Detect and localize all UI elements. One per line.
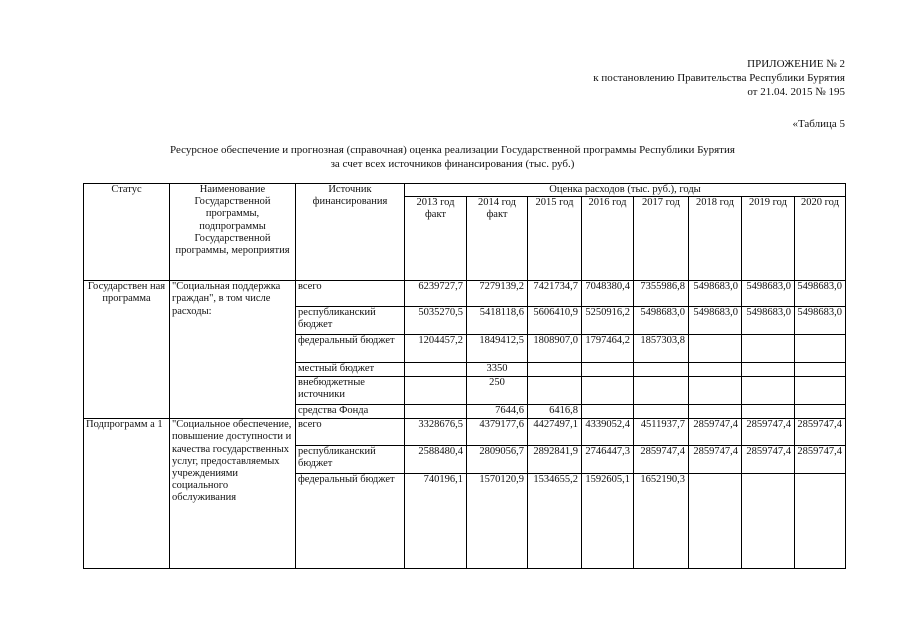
appendix-number: ПРИЛОЖЕНИЕ № 2 [747,58,845,70]
header-year-2014: 2014 год факт [467,197,528,281]
cell-value: 1592605,1 [582,474,634,569]
cell-value [582,405,634,419]
row-status: Государствен ная программа [84,281,170,419]
cell-value: 2746447,3 [582,446,634,474]
cell-value: 5498683,0 [742,307,795,335]
cell-value [582,377,634,405]
cell-value: 3328676,5 [405,419,467,446]
resolution-reference: к постановлению Правительства Республики Бурятия [593,72,845,84]
row-source: федеральный бюджет [296,335,405,363]
row-source: республиканский бюджет [296,307,405,335]
cell-value [634,363,689,377]
cell-value [634,377,689,405]
header-year-2013: 2013 год факт [405,197,467,281]
header-source: Источник финансирования [296,184,405,281]
document-title [0,143,905,171]
cell-value: 2859747,4 [689,419,742,446]
cell-value: 6416,8 [528,405,582,419]
row-status: Подпрограмм а 1 [84,419,170,569]
cell-value [405,363,467,377]
cell-value: 1849412,5 [467,335,528,363]
cell-value [689,405,742,419]
cell-value: 5498683,0 [634,307,689,335]
cell-value: 2809056,7 [467,446,528,474]
cell-value: 5035270,5 [405,307,467,335]
row-name: "Социальная поддержка граждан", в том числе расходы: [170,281,296,419]
cell-value: 5498683,0 [689,281,742,307]
cell-value [405,377,467,405]
cell-value: 2588480,4 [405,446,467,474]
cell-value: 1204457,2 [405,335,467,363]
header-year-2017: 2017 год [634,197,689,281]
cell-value: 1808907,0 [528,335,582,363]
cell-value: 4427497,1 [528,419,582,446]
cell-value: 2859747,4 [795,446,846,474]
cell-value [742,377,795,405]
cell-value [742,335,795,363]
cell-value [582,363,634,377]
cell-value: 7048380,4 [582,281,634,307]
cell-value [405,405,467,419]
cell-value: 1534655,2 [528,474,582,569]
cell-value [795,363,846,377]
row-source: федеральный бюджет [296,474,405,569]
row-source: местный бюджет [296,363,405,377]
cell-value: 5498683,0 [689,307,742,335]
cell-value [634,405,689,419]
cell-value [795,377,846,405]
header-status: Статус [84,184,170,281]
cell-value: 3350 [467,363,528,377]
header-year-2020: 2020 год [795,197,846,281]
cell-value: 250 [467,377,528,405]
row-source: средства Фонда [296,405,405,419]
cell-value: 7421734,7 [528,281,582,307]
header-estimate: Оценка расходов (тыс. руб.), годы [405,184,846,197]
cell-value: 1570120,9 [467,474,528,569]
title-line-2: за счет всех источников финансирования (тыс. руб.) [330,158,575,170]
table-row [84,281,846,307]
cell-value: 2892841,9 [528,446,582,474]
cell-value: 5498683,0 [742,281,795,307]
cell-value [742,405,795,419]
cell-value: 4339052,4 [582,419,634,446]
cell-value [689,363,742,377]
cell-value [742,474,795,569]
row-name: "Социальное обеспечение, повышение доступности и качества государственных услуг, предоставляемых учреждениями социального обслуживания [170,419,296,569]
cell-value: 5418118,6 [467,307,528,335]
header-year-2018: 2018 год [689,197,742,281]
row-source: всего [296,419,405,446]
header-name: Наименование Государственной программы, подпрограммы Государственной программы, мероприятия [170,184,296,281]
cell-value: 7279139,2 [467,281,528,307]
cell-value: 2859747,4 [742,446,795,474]
document-header [593,57,845,99]
table-row [84,419,846,446]
row-source: всего [296,281,405,307]
header-year-2015: 2015 год [528,197,582,281]
cell-value: 7355986,8 [634,281,689,307]
cell-value: 1797464,2 [582,335,634,363]
cell-value: 1652190,3 [634,474,689,569]
cell-value: 5498683,0 [795,307,846,335]
resolution-date-number: от 21.04. 2015 № 195 [747,86,845,98]
cell-value [742,363,795,377]
cell-value: 4379177,6 [467,419,528,446]
cell-value: 5606410,9 [528,307,582,335]
cell-value: 2859747,4 [634,446,689,474]
cell-value [528,363,582,377]
cell-value: 2859747,4 [795,419,846,446]
cell-value: 6239727,7 [405,281,467,307]
cell-value: 5498683,0 [795,281,846,307]
row-source: внебюджетные источники [296,377,405,405]
cell-value [795,405,846,419]
header-year-2019: 2019 год [742,197,795,281]
cell-value [795,335,846,363]
cell-value: 2859747,4 [742,419,795,446]
cell-value: 5250916,2 [582,307,634,335]
table-label: «Таблица 5 [792,118,845,130]
cell-value: 4511937,7 [634,419,689,446]
cell-value [528,377,582,405]
cell-value: 740196,1 [405,474,467,569]
cell-value: 1857303,8 [634,335,689,363]
cell-value [689,474,742,569]
header-year-2016: 2016 год [582,197,634,281]
cell-value: 2859747,4 [689,446,742,474]
cell-value [795,474,846,569]
cell-value [689,377,742,405]
title-line-1: Ресурсное обеспечение и прогнозная (справочная) оценка реализации Государственной программы Республики Бурятия [170,144,735,156]
row-source: республиканский бюджет [296,446,405,474]
cell-value: 7644,6 [467,405,528,419]
resource-table [83,183,846,569]
cell-value [689,335,742,363]
